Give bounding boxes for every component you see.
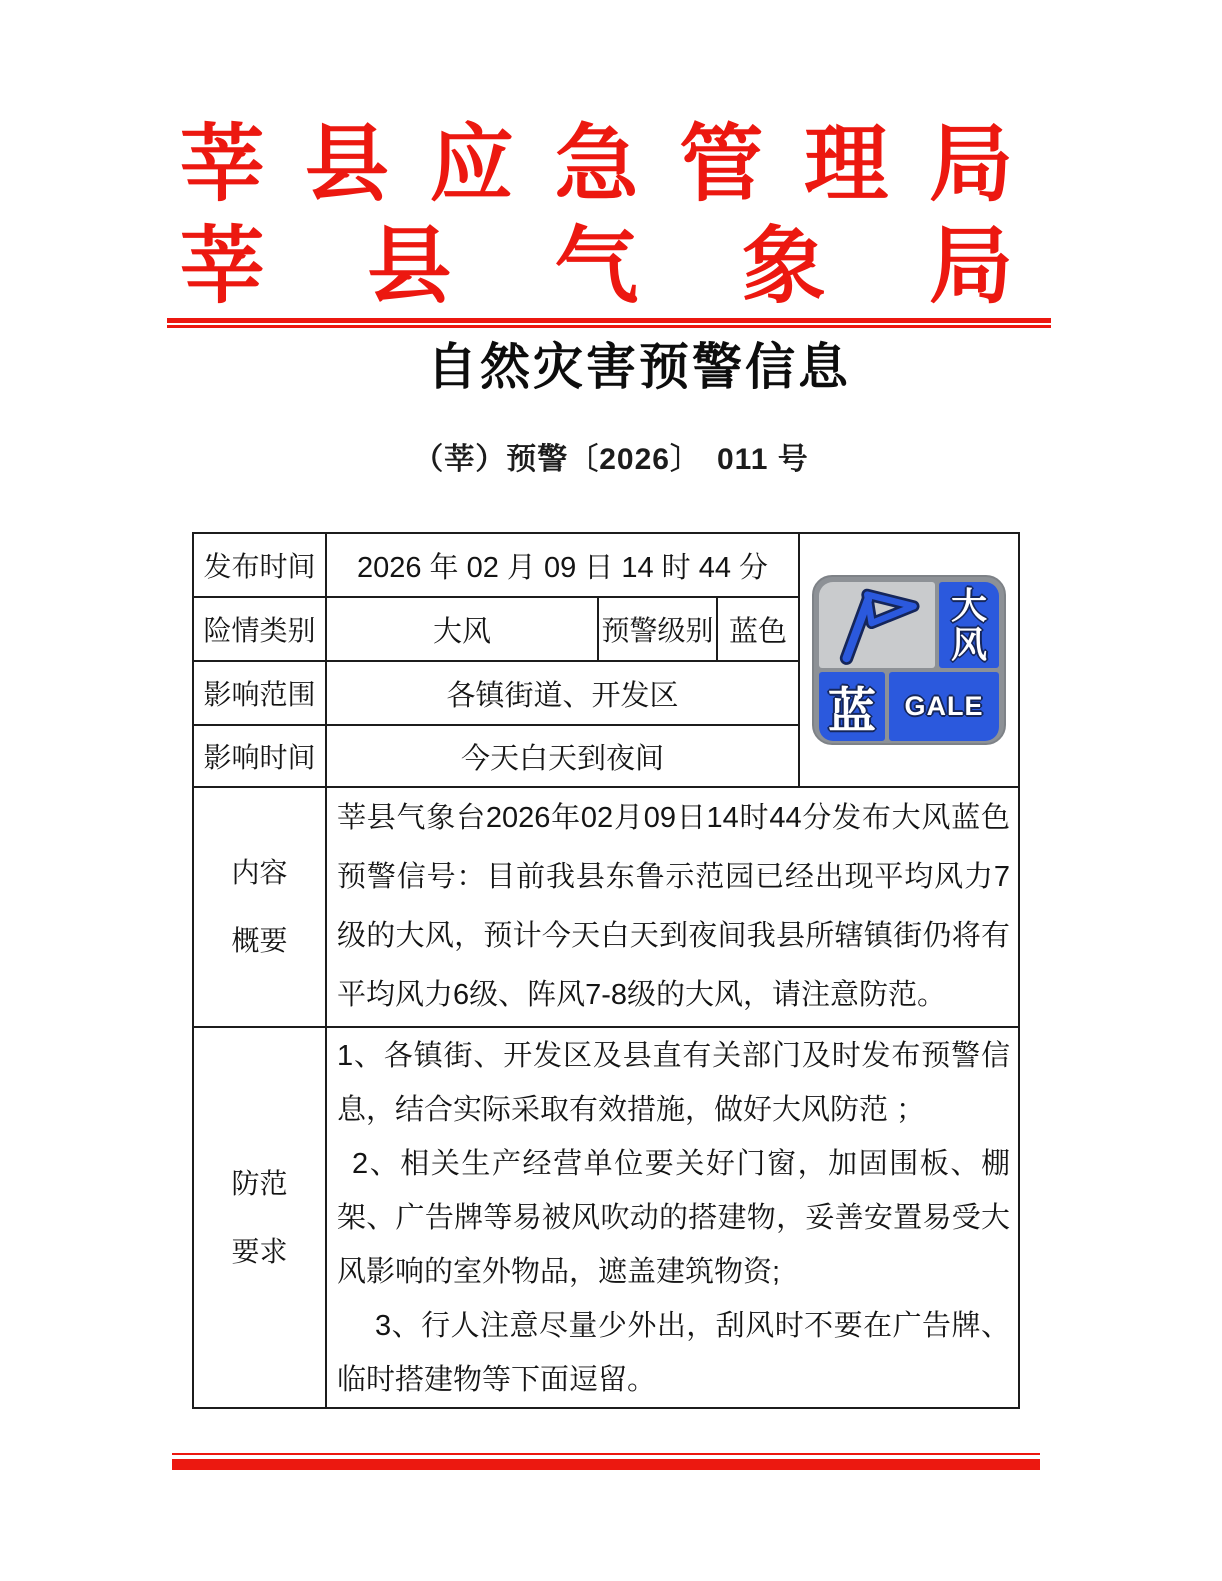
summary-text: 莘县气象台2026年02月09日14时44分发布大风蓝色预警信号：目前我县东鲁示范园已经出现平均风力7级的大风，预计今天白天到夜间我县所辖镇街仍将有平均风力6级、阵风7-8级的大风，请注意防范。 — [326, 787, 1019, 1027]
char: 县 — [367, 219, 452, 313]
agency-header — [180, 117, 1013, 313]
affected-time-value: 今天白天到夜间 — [326, 725, 799, 787]
warning-icon-cell — [799, 533, 1019, 787]
publish-time-label: 发布时间 — [193, 533, 326, 597]
summary-label-text: 内容概要 — [231, 857, 288, 956]
char: 莘 — [180, 219, 265, 313]
char: 局 — [928, 219, 1013, 313]
precautions-label-text: 防范要求 — [231, 1167, 288, 1267]
icon-type-label — [939, 582, 999, 668]
char: 风 — [950, 624, 987, 665]
warning-level-label: 预警级别 — [598, 597, 717, 661]
char: 气 — [554, 219, 639, 313]
document-number: （莘）预警〔2026〕 011 号 — [413, 443, 809, 476]
wind-flag-svg — [825, 582, 929, 668]
agency-name-line1 — [180, 117, 1013, 211]
icon-level-label: 蓝 — [819, 672, 885, 741]
wind-flag-icon — [819, 582, 935, 668]
char: 局 — [928, 117, 1013, 211]
precaution-paragraph: 2、相关生产经营单位要关好门窗，加固围板、棚架、广告牌等易被风吹动的搭建物，妥善安置易受大风影响的室外物品，遮盖建筑物资; — [337, 1148, 1010, 1288]
red-double-rule-top — [167, 318, 1051, 328]
precaution-paragraph: 3、行人注意尽量少外出，刮风时不要在广告牌、临时搭建物等下面逗留。 — [337, 1310, 1010, 1396]
affected-area-label: 影响范围 — [193, 661, 326, 725]
table-row-summary — [193, 787, 1019, 1027]
gale-blue-warning-icon — [812, 575, 1006, 745]
precautions-label — [193, 1027, 326, 1408]
char: 大 — [950, 585, 987, 626]
char: 应 — [429, 117, 514, 211]
warning-info-table — [192, 532, 1020, 1409]
icon-english-label: GALE — [889, 672, 999, 741]
rule-thick-line — [172, 1459, 1040, 1470]
table-row-precautions — [193, 1027, 1019, 1408]
rule-thin-line — [167, 325, 1051, 328]
hazard-type-label: 险情类别 — [193, 597, 326, 661]
char: 急 — [554, 117, 639, 211]
hazard-type-value: 大风 — [326, 597, 598, 661]
affected-area-value: 各镇街道、开发区 — [326, 661, 799, 725]
affected-time-label: 影响时间 — [193, 725, 326, 787]
icon-bottom-row — [819, 672, 999, 741]
publish-time-value: 2026 年 02 月 09 日 14 时 44 分 — [326, 533, 799, 597]
table-row-publish-time — [193, 533, 1019, 597]
icon-top-row — [819, 582, 999, 668]
char: 象 — [741, 219, 826, 313]
red-double-rule-bottom — [172, 1453, 1040, 1470]
document-title: 自然灾害预警信息 — [427, 339, 851, 395]
precautions-text — [326, 1027, 1019, 1408]
char: 管 — [679, 117, 764, 211]
agency-name-line2 — [180, 219, 1013, 313]
char: 县 — [304, 117, 389, 211]
char: 理 — [804, 117, 889, 211]
char: 莘 — [180, 117, 265, 211]
summary-label — [193, 787, 326, 1027]
precaution-paragraph: 1、各镇街、开发区及县直有关部门及时发布预警信息，结合实际采取有效措施，做好大风防范 ； — [337, 1040, 1010, 1126]
warning-level-value: 蓝色 — [717, 597, 799, 661]
